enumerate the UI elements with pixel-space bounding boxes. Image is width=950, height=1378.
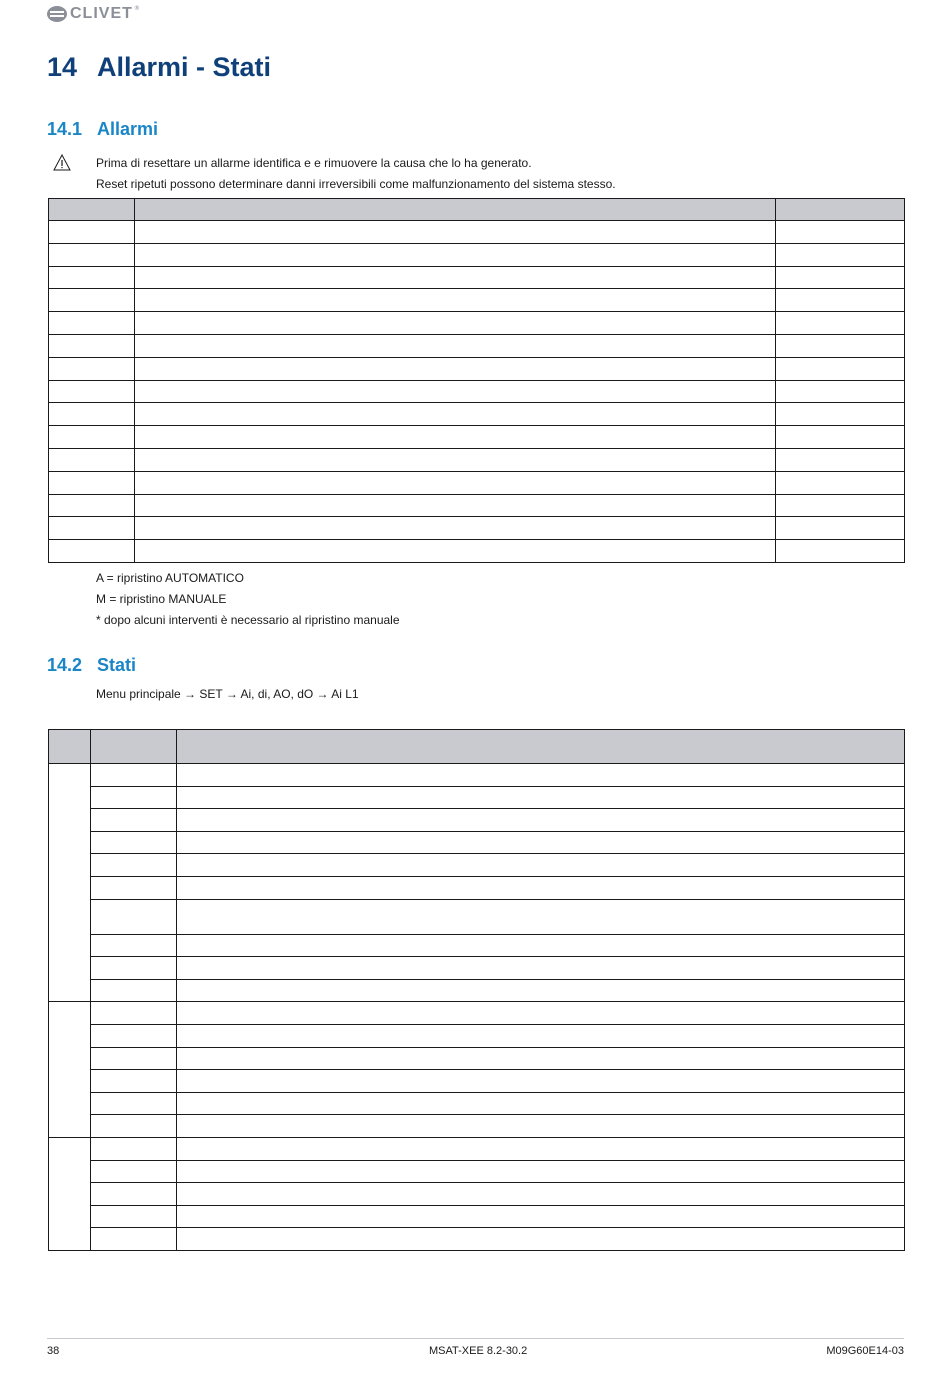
table-cell: [177, 899, 905, 934]
table-row: [49, 266, 905, 289]
table-cell: [135, 357, 776, 380]
table-cell: [49, 289, 135, 312]
table-cell: [91, 831, 177, 854]
page-number: 38: [47, 1345, 60, 1357]
table-cell: [177, 1047, 905, 1070]
table-row: [49, 289, 905, 312]
table-cell: [776, 540, 905, 563]
states-number: 14.2: [47, 655, 83, 675]
section-title: Allarmi - Stati: [97, 52, 272, 82]
alarms-header-cell: [135, 199, 776, 221]
table-row: [49, 334, 905, 357]
table-cell: [91, 809, 177, 832]
states-header-cell: [91, 730, 177, 764]
table-cell: [135, 289, 776, 312]
table-row: [49, 1115, 905, 1138]
table-cell: [91, 1160, 177, 1183]
brand-name: CLIVET: [70, 5, 133, 22]
table-row: [49, 1137, 905, 1160]
table-row: [49, 357, 905, 380]
table-cell: [177, 957, 905, 980]
brand-logo: [47, 5, 140, 23]
table-row: [49, 979, 905, 1002]
table-cell: [135, 403, 776, 426]
table-cell: [49, 312, 135, 335]
table-cell: [49, 426, 135, 449]
table-cell: [776, 243, 905, 266]
table-cell: [135, 334, 776, 357]
alarms-table-header-row: [49, 199, 905, 221]
table-row: [49, 1183, 905, 1206]
alarms-header-cell: [49, 199, 135, 221]
table-cell: [91, 1183, 177, 1206]
table-row: [49, 1092, 905, 1115]
table-row: [49, 221, 905, 244]
table-cell: [135, 471, 776, 494]
footer-divider: [47, 1338, 904, 1339]
table-cell: [49, 357, 135, 380]
table-cell: [776, 380, 905, 403]
table-cell: [91, 1092, 177, 1115]
table-cell: [177, 1092, 905, 1115]
alarms-table: [48, 198, 905, 563]
table-cell: [91, 876, 177, 899]
table-cell: [49, 221, 135, 244]
alarms-heading: [47, 119, 158, 140]
table-cell: [177, 831, 905, 854]
legend-manual: M = ripristino MANUALE: [96, 592, 227, 606]
table-cell: [91, 1228, 177, 1251]
group-cell: [49, 1002, 91, 1138]
table-cell: [135, 448, 776, 471]
table-cell: [91, 899, 177, 934]
table-row: [49, 540, 905, 563]
table-cell: [177, 1183, 905, 1206]
table-cell: [135, 221, 776, 244]
table-cell: [776, 334, 905, 357]
states-title: Stati: [97, 655, 137, 675]
table-cell: [49, 471, 135, 494]
group-cell: [49, 1137, 91, 1250]
table-cell: [91, 854, 177, 877]
table-row: [49, 243, 905, 266]
table-row: [49, 957, 905, 980]
alarms-header-cell: [776, 199, 905, 221]
table-cell: [91, 979, 177, 1002]
table-cell: [177, 876, 905, 899]
table-cell: [177, 1228, 905, 1251]
table-cell: [177, 809, 905, 832]
table-cell: [776, 494, 905, 517]
table-cell: [776, 266, 905, 289]
table-row: [49, 403, 905, 426]
alarms-number: 14.1: [47, 119, 83, 139]
table-row: [49, 517, 905, 540]
table-cell: [776, 448, 905, 471]
table-cell: [49, 380, 135, 403]
table-cell: [135, 540, 776, 563]
table-row: [49, 1205, 905, 1228]
table-cell: [177, 854, 905, 877]
table-cell: [135, 494, 776, 517]
table-cell: [177, 1205, 905, 1228]
table-row: [49, 1002, 905, 1025]
table-row: [49, 494, 905, 517]
table-cell: [135, 243, 776, 266]
document-code: M09G60E14-03: [826, 1345, 904, 1357]
table-cell: [91, 764, 177, 787]
table-cell: [177, 764, 905, 787]
table-cell: [135, 380, 776, 403]
table-cell: [49, 243, 135, 266]
table-cell: [776, 471, 905, 494]
states-table: [48, 729, 905, 1251]
table-cell: [177, 1137, 905, 1160]
table-row: [49, 1070, 905, 1093]
table-row: [49, 448, 905, 471]
table-cell: [776, 289, 905, 312]
clivet-logo-icon: [47, 6, 67, 22]
table-cell: [91, 1024, 177, 1047]
table-cell: [91, 1115, 177, 1138]
table-cell: [776, 426, 905, 449]
table-cell: [135, 266, 776, 289]
table-row: [49, 934, 905, 957]
states-header-cell: [177, 730, 905, 764]
table-cell: [776, 221, 905, 244]
table-row: [49, 426, 905, 449]
table-cell: [177, 1002, 905, 1025]
table-cell: [91, 1047, 177, 1070]
warning-text-line-1: Prima di resettare un allarme identifica e e rimuovere la causa che lo ha generato.: [96, 156, 532, 170]
section-number: 14: [47, 52, 78, 82]
table-cell: [49, 403, 135, 426]
table-cell: [49, 448, 135, 471]
table-cell: [135, 312, 776, 335]
states-heading: [47, 655, 136, 676]
table-cell: [776, 517, 905, 540]
table-cell: [177, 786, 905, 809]
table-cell: [776, 312, 905, 335]
table-cell: [177, 979, 905, 1002]
legend-note: * dopo alcuni interventi è necessario al ripristino manuale: [96, 613, 400, 627]
table-cell: [91, 934, 177, 957]
table-cell: [177, 1070, 905, 1093]
table-row: [49, 764, 905, 787]
table-cell: [91, 1137, 177, 1160]
table-row: [49, 854, 905, 877]
table-row: [49, 1228, 905, 1251]
table-cell: [177, 1160, 905, 1183]
table-cell: [135, 517, 776, 540]
warning-triangle-icon: [53, 154, 71, 171]
table-row: [49, 380, 905, 403]
table-cell: [177, 1115, 905, 1138]
states-header-cell: [49, 730, 91, 764]
table-cell: [91, 1002, 177, 1025]
table-row: [49, 312, 905, 335]
table-cell: [49, 334, 135, 357]
table-cell: [91, 1205, 177, 1228]
table-row: [49, 1047, 905, 1070]
table-cell: [135, 426, 776, 449]
table-row: [49, 809, 905, 832]
table-row: [49, 831, 905, 854]
table-cell: [177, 1024, 905, 1047]
table-cell: [49, 540, 135, 563]
table-row: [49, 899, 905, 934]
table-row: [49, 1160, 905, 1183]
table-row: [49, 471, 905, 494]
group-cell: [49, 764, 91, 1002]
legend-automatic: A = ripristino AUTOMATICO: [96, 571, 244, 585]
table-cell: [49, 517, 135, 540]
table-cell: [776, 403, 905, 426]
states-table-header-row: [49, 730, 905, 764]
table-row: [49, 1024, 905, 1047]
table-row: [49, 786, 905, 809]
table-cell: [49, 494, 135, 517]
table-cell: [91, 957, 177, 980]
table-cell: [91, 786, 177, 809]
section-heading: [47, 52, 271, 83]
table-cell: [91, 1070, 177, 1093]
table-cell: [177, 934, 905, 957]
registered-mark: ®: [133, 5, 140, 12]
table-cell: [776, 357, 905, 380]
alarms-title: Allarmi: [97, 119, 159, 139]
table-cell: [49, 266, 135, 289]
model-name: MSAT-XEE 8.2-30.2: [429, 1345, 528, 1357]
warning-text-line-2: Reset ripetuti possono determinare danni irreversibili come malfunzionamento del sistema stesso.: [96, 177, 616, 191]
table-row: [49, 876, 905, 899]
menu-path: Menu principale → SET → Ai, di, AO, dO → Ai L1: [96, 687, 359, 701]
